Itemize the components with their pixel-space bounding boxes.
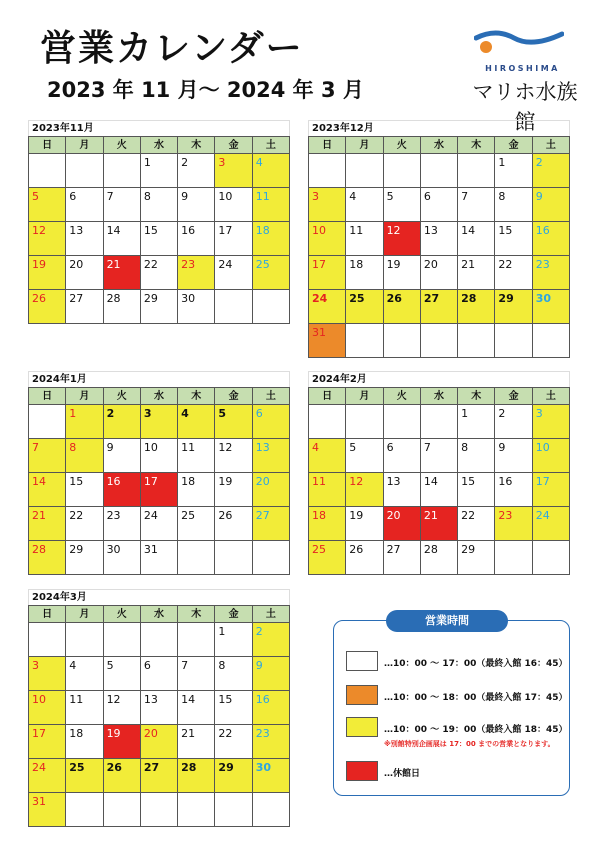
legend-title: 営業時間: [386, 610, 508, 632]
day-cell: 27: [253, 507, 290, 541]
day-cell: 30: [253, 759, 290, 793]
day-cell: 20: [421, 256, 458, 290]
day-cell: 17: [29, 725, 66, 759]
day-cell: 27: [384, 541, 421, 575]
day-cell: 11: [178, 439, 215, 473]
weekday-header: 木: [178, 606, 215, 623]
weekday-header: 金: [215, 606, 252, 623]
day-cell: 4: [253, 154, 290, 188]
day-cell: 11: [253, 188, 290, 222]
day-cell: 25: [178, 507, 215, 541]
business-hours-legend: [333, 614, 570, 796]
day-cell: 23: [178, 256, 215, 290]
day-cell: 30: [178, 290, 215, 324]
empty-day-cell: [384, 154, 421, 188]
empty-day-cell: [178, 793, 215, 827]
empty-day-cell: [178, 541, 215, 575]
day-cell: 19: [29, 256, 66, 290]
logo: [470, 26, 580, 134]
day-cell: 31: [29, 793, 66, 827]
empty-day-cell: [533, 541, 570, 575]
day-cell: 3: [29, 657, 66, 691]
day-cell: 10: [29, 691, 66, 725]
day-cell: 11: [66, 691, 103, 725]
day-cell: 21: [29, 507, 66, 541]
legend-white-swatch: [346, 651, 378, 671]
day-cell: 1: [495, 154, 532, 188]
empty-day-cell: [104, 623, 141, 657]
empty-day-cell: [495, 541, 532, 575]
day-cell: 7: [178, 657, 215, 691]
day-cell: 18: [346, 256, 383, 290]
day-cell: 31: [309, 324, 346, 358]
day-cell: 20: [253, 473, 290, 507]
day-cell: 1: [66, 405, 103, 439]
empty-day-cell: [215, 290, 252, 324]
day-cell: 12: [384, 222, 421, 256]
day-cell: 19: [384, 256, 421, 290]
day-cell: 5: [215, 405, 252, 439]
legend-red-text: …休館日: [384, 769, 421, 779]
wave-logo-icon: [474, 26, 564, 56]
empty-day-cell: [29, 154, 66, 188]
day-cell: 14: [178, 691, 215, 725]
day-cell: 7: [421, 439, 458, 473]
day-cell: 9: [495, 439, 532, 473]
weekday-header: 土: [253, 137, 290, 154]
empty-day-cell: [421, 405, 458, 439]
day-cell: 30: [533, 290, 570, 324]
day-cell: 11: [309, 473, 346, 507]
legend-note: ※別館特別企画展は 17：00 までの営業となります。: [384, 740, 555, 748]
empty-day-cell: [309, 405, 346, 439]
empty-day-cell: [346, 324, 383, 358]
day-cell: 3: [141, 405, 178, 439]
day-cell: 20: [141, 725, 178, 759]
empty-day-cell: [215, 793, 252, 827]
weekday-header: 月: [346, 137, 383, 154]
day-cell: 13: [253, 439, 290, 473]
day-cell: 7: [104, 188, 141, 222]
day-cell: 28: [421, 541, 458, 575]
day-cell: 18: [253, 222, 290, 256]
calendar-month-label: 2024年2月: [308, 371, 570, 387]
day-cell: 6: [66, 188, 103, 222]
day-cell: 27: [66, 290, 103, 324]
day-cell: 5: [29, 188, 66, 222]
calendar-grid: [28, 136, 290, 324]
day-cell: 19: [215, 473, 252, 507]
legend-orange-text: …10：00 ～ 18：00（最終入館 17：45）: [384, 693, 568, 703]
day-cell: 2: [253, 623, 290, 657]
day-cell: 2: [104, 405, 141, 439]
empty-day-cell: [215, 541, 252, 575]
day-cell: 21: [421, 507, 458, 541]
calendar-grid: [28, 387, 290, 575]
calendar-grid: [308, 136, 570, 358]
day-cell: 28: [458, 290, 495, 324]
empty-day-cell: [66, 793, 103, 827]
day-cell: 5: [384, 188, 421, 222]
calendar-2024-01: [28, 371, 290, 575]
day-cell: 15: [141, 222, 178, 256]
calendar-month-label: 2023年12月: [308, 120, 570, 136]
day-cell: 29: [66, 541, 103, 575]
day-cell: 22: [141, 256, 178, 290]
empty-day-cell: [384, 405, 421, 439]
weekday-header: 土: [533, 388, 570, 405]
day-cell: 6: [141, 657, 178, 691]
weekday-header: 日: [29, 606, 66, 623]
day-cell: 20: [66, 256, 103, 290]
empty-day-cell: [384, 324, 421, 358]
day-cell: 7: [29, 439, 66, 473]
day-cell: 26: [215, 507, 252, 541]
empty-day-cell: [495, 324, 532, 358]
empty-day-cell: [421, 154, 458, 188]
weekday-header: 木: [458, 137, 495, 154]
day-cell: 4: [66, 657, 103, 691]
day-cell: 1: [215, 623, 252, 657]
day-cell: 1: [458, 405, 495, 439]
day-cell: 26: [104, 759, 141, 793]
empty-day-cell: [29, 405, 66, 439]
day-cell: 23: [533, 256, 570, 290]
day-cell: 3: [309, 188, 346, 222]
day-cell: 26: [384, 290, 421, 324]
day-cell: 28: [104, 290, 141, 324]
empty-day-cell: [253, 793, 290, 827]
empty-day-cell: [253, 541, 290, 575]
weekday-header: 火: [104, 606, 141, 623]
weekday-header: 土: [533, 137, 570, 154]
day-cell: 29: [141, 290, 178, 324]
day-cell: 17: [533, 473, 570, 507]
day-cell: 8: [141, 188, 178, 222]
day-cell: 13: [421, 222, 458, 256]
day-cell: 6: [421, 188, 458, 222]
weekday-header: 水: [141, 606, 178, 623]
weekday-header: 土: [253, 388, 290, 405]
day-cell: 25: [346, 290, 383, 324]
day-cell: 9: [104, 439, 141, 473]
weekday-header: 金: [495, 137, 532, 154]
weekday-header: 火: [104, 137, 141, 154]
page-subtitle: 2023 年 11 月～ 2024 年 3 月: [47, 78, 364, 102]
day-cell: 10: [533, 439, 570, 473]
weekday-header: 火: [384, 388, 421, 405]
day-cell: 16: [533, 222, 570, 256]
weekday-header: 月: [66, 606, 103, 623]
day-cell: 18: [66, 725, 103, 759]
day-cell: 17: [141, 473, 178, 507]
empty-day-cell: [29, 623, 66, 657]
day-cell: 17: [215, 222, 252, 256]
day-cell: 24: [215, 256, 252, 290]
calendar-2024-03: [28, 589, 290, 827]
day-cell: 21: [458, 256, 495, 290]
day-cell: 28: [29, 541, 66, 575]
day-cell: 8: [458, 439, 495, 473]
day-cell: 26: [346, 541, 383, 575]
day-cell: 19: [346, 507, 383, 541]
day-cell: 8: [215, 657, 252, 691]
calendar-month-label: 2024年3月: [28, 589, 290, 605]
empty-day-cell: [533, 324, 570, 358]
day-cell: 16: [104, 473, 141, 507]
empty-day-cell: [458, 324, 495, 358]
day-cell: 9: [533, 188, 570, 222]
empty-day-cell: [421, 324, 458, 358]
day-cell: 23: [253, 725, 290, 759]
day-cell: 15: [215, 691, 252, 725]
calendar-month-label: 2023年11月: [28, 120, 290, 136]
day-cell: 31: [141, 541, 178, 575]
empty-day-cell: [346, 154, 383, 188]
weekday-header: 金: [215, 388, 252, 405]
day-cell: 29: [458, 541, 495, 575]
weekday-header: 木: [178, 137, 215, 154]
weekday-header: 水: [141, 137, 178, 154]
day-cell: 27: [141, 759, 178, 793]
day-cell: 23: [495, 507, 532, 541]
day-cell: 15: [66, 473, 103, 507]
day-cell: 18: [309, 507, 346, 541]
day-cell: 10: [215, 188, 252, 222]
day-cell: 14: [104, 222, 141, 256]
day-cell: 21: [104, 256, 141, 290]
calendar-grid: [28, 605, 290, 827]
empty-day-cell: [141, 793, 178, 827]
page-title: 営業カレンダー: [40, 28, 304, 69]
weekday-header: 月: [66, 388, 103, 405]
day-cell: 16: [253, 691, 290, 725]
weekday-header: 月: [346, 388, 383, 405]
day-cell: 10: [141, 439, 178, 473]
legend-white-text: …10：00 ～ 17：00（最終入館 16：45）: [384, 659, 568, 669]
day-cell: 30: [104, 541, 141, 575]
day-cell: 4: [309, 439, 346, 473]
day-cell: 22: [458, 507, 495, 541]
weekday-header: 木: [458, 388, 495, 405]
empty-day-cell: [309, 154, 346, 188]
empty-day-cell: [346, 405, 383, 439]
day-cell: 12: [215, 439, 252, 473]
calendar-2023-11: [28, 120, 290, 324]
day-cell: 3: [215, 154, 252, 188]
empty-day-cell: [141, 623, 178, 657]
day-cell: 27: [421, 290, 458, 324]
legend-red-swatch: [346, 761, 378, 781]
empty-day-cell: [458, 154, 495, 188]
day-cell: 13: [384, 473, 421, 507]
weekday-header: 金: [215, 137, 252, 154]
day-cell: 11: [346, 222, 383, 256]
day-cell: 12: [346, 473, 383, 507]
logo-japanese: マリホ水族館: [472, 80, 578, 134]
weekday-header: 日: [309, 388, 346, 405]
day-cell: 5: [104, 657, 141, 691]
day-cell: 7: [458, 188, 495, 222]
day-cell: 29: [495, 290, 532, 324]
day-cell: 3: [533, 405, 570, 439]
weekday-header: 水: [421, 137, 458, 154]
day-cell: 14: [29, 473, 66, 507]
day-cell: 24: [141, 507, 178, 541]
calendar-2024-02: [308, 371, 570, 575]
day-cell: 8: [66, 439, 103, 473]
empty-day-cell: [66, 623, 103, 657]
day-cell: 26: [29, 290, 66, 324]
day-cell: 24: [29, 759, 66, 793]
day-cell: 22: [66, 507, 103, 541]
day-cell: 15: [495, 222, 532, 256]
day-cell: 28: [178, 759, 215, 793]
empty-day-cell: [178, 623, 215, 657]
day-cell: 24: [309, 290, 346, 324]
weekday-header: 水: [141, 388, 178, 405]
day-cell: 2: [178, 154, 215, 188]
day-cell: 2: [495, 405, 532, 439]
day-cell: 9: [253, 657, 290, 691]
empty-day-cell: [104, 793, 141, 827]
day-cell: 14: [458, 222, 495, 256]
day-cell: 13: [141, 691, 178, 725]
empty-day-cell: [66, 154, 103, 188]
day-cell: 21: [178, 725, 215, 759]
day-cell: 6: [384, 439, 421, 473]
day-cell: 16: [495, 473, 532, 507]
day-cell: 22: [215, 725, 252, 759]
empty-day-cell: [253, 290, 290, 324]
weekday-header: 火: [104, 388, 141, 405]
day-cell: 15: [458, 473, 495, 507]
weekday-header: 日: [29, 137, 66, 154]
day-cell: 1: [141, 154, 178, 188]
day-cell: 6: [253, 405, 290, 439]
day-cell: 25: [309, 541, 346, 575]
weekday-header: 日: [309, 137, 346, 154]
weekday-header: 日: [29, 388, 66, 405]
empty-day-cell: [104, 154, 141, 188]
day-cell: 16: [178, 222, 215, 256]
day-cell: 13: [66, 222, 103, 256]
weekday-header: 土: [253, 606, 290, 623]
day-cell: 14: [421, 473, 458, 507]
day-cell: 19: [104, 725, 141, 759]
legend-orange-swatch: [346, 685, 378, 705]
weekday-header: 水: [421, 388, 458, 405]
day-cell: 24: [533, 507, 570, 541]
weekday-header: 木: [178, 388, 215, 405]
day-cell: 23: [104, 507, 141, 541]
calendar-2023-12: [308, 120, 570, 358]
day-cell: 10: [309, 222, 346, 256]
weekday-header: 金: [495, 388, 532, 405]
logo-english: HIROSHIMA: [485, 64, 560, 73]
day-cell: 25: [66, 759, 103, 793]
day-cell: 12: [104, 691, 141, 725]
day-cell: 25: [253, 256, 290, 290]
weekday-header: 火: [384, 137, 421, 154]
weekday-header: 月: [66, 137, 103, 154]
legend-yellow-text: …10：00 ～ 19：00（最終入館 18：45）: [384, 725, 568, 735]
legend-yellow-swatch: [346, 717, 378, 737]
day-cell: 12: [29, 222, 66, 256]
day-cell: 17: [309, 256, 346, 290]
calendar-grid: [308, 387, 570, 575]
day-cell: 22: [495, 256, 532, 290]
day-cell: 9: [178, 188, 215, 222]
day-cell: 18: [178, 473, 215, 507]
day-cell: 29: [215, 759, 252, 793]
day-cell: 2: [533, 154, 570, 188]
day-cell: 8: [495, 188, 532, 222]
day-cell: 5: [346, 439, 383, 473]
day-cell: 4: [346, 188, 383, 222]
day-cell: 20: [384, 507, 421, 541]
day-cell: 4: [178, 405, 215, 439]
calendar-month-label: 2024年1月: [28, 371, 290, 387]
